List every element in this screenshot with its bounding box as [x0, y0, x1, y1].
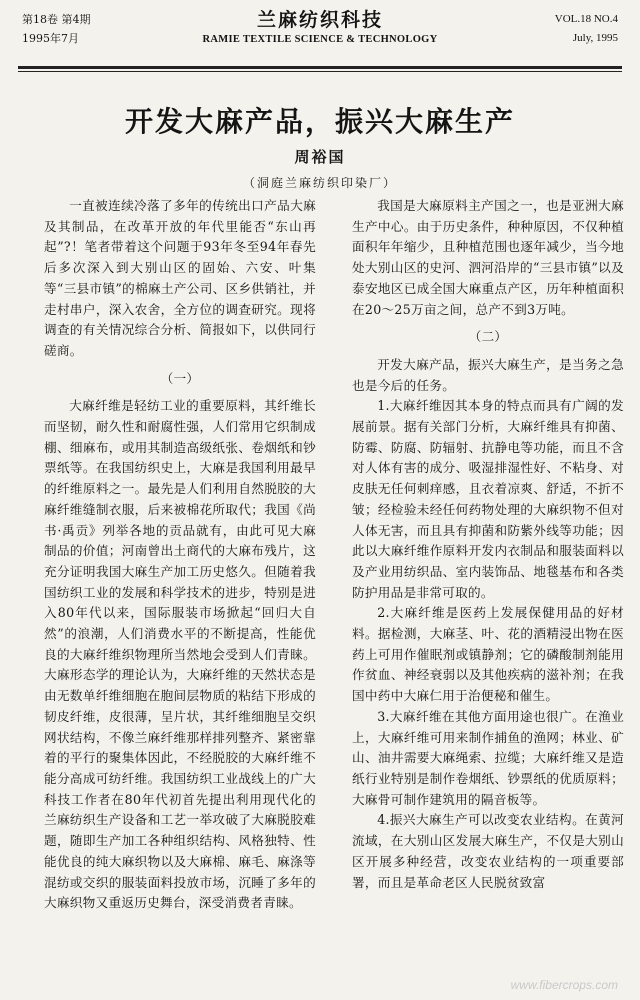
paragraph-point-4: 4.振兴大麻生产可以改变农业结构。在黄河流域，在大别山区发展大麻生产，不仅是大别山区开展多种经营，改变农业结构的一项重要部署，而且是革命老区人民脱贫致富 [352, 812, 624, 890]
date-en: July, 1995 [572, 32, 618, 44]
paragraph-production: 我国是大麻原料主产国之一，也是亚洲大麻生产中心。由于历史条件，种种原因，不仅种植面积年年缩少，且种植范围也逐年减少，当今地处大别山区的史河、泗河沿岸的“三县市镇”以及泰安地区已成全国大麻重点产区，历年种植面积在20～25万亩之间，总产不到3万吨。 [352, 198, 624, 317]
header-center [18, 8, 622, 48]
paragraph-point-3: 3.大麻纤维在其他方面用途也很广。在渔业上，大麻纤维可用来制作捕鱼的渔网；林业、矿山、油井需要大麻绳索、拉缆；大麻纤维又是造纸行业特别是制作卷烟纸、钞票纸的优质原料；大麻骨可制作建筑用的隔音板等。 [352, 708, 624, 807]
paragraph-task: 开发大麻产品，振兴大麻生产，是当务之急也是今后的任务。 [352, 356, 624, 393]
article-author: 周裕国 [294, 148, 346, 166]
journal-name-en: RAMIE TEXTILE SCIENCE & TECHNOLOGY [202, 34, 438, 45]
section-heading-1: （一） [160, 370, 200, 386]
paragraph-intro: 一直被连续冷落了多年的传统出口产品大麻及其制品，在改革开放的年代里能否“东山再起”?！笔者带着这个问题于93年冬至94年春先后多次深入到大别山区的固始、六安、叶集等“三县市镇”的棉麻土产公司、区乡供销社，并走村串户，深入农舍，全方位的调查研究。现将调查的有关情况综合分析、简报如下，以供同行磋商。 [44, 198, 316, 358]
journal-header [18, 6, 622, 56]
header-rule-thick [18, 66, 622, 69]
article-affiliation: （洞庭兰麻纺织印染厂） [242, 176, 397, 190]
left-column [44, 196, 316, 914]
issue-en: VOL.18 NO.4 [554, 13, 618, 25]
date-cn: 1995年7月 [22, 32, 79, 45]
issue-cn: 第18卷 第4期 [22, 13, 91, 26]
journal-name-cn: 兰麻纺织科技 [256, 9, 383, 31]
paragraph-point-1: 1.大麻纤维因其本身的特点而具有广阔的发展前景。据有关部门分析，大麻纤维具有抑菌、防霉、防腐、防辐射、抗静电等功能，而且不含对人体有害的成分、吸湿排湿性好、不粘身、对皮肤无任何刺痒感，且衣着凉爽、舒适，不折不皱；经检验未经任何药物处理的大麻织物不但对人体无害，而且具有抑菌和防紫外线等功能；因此以大麻纤维作原料开发内衣制品和服装面料以及产业用纺织品、室内装饰品、地毯基布和各类防护用品是非常可取的。 [352, 398, 624, 600]
header-right [555, 10, 618, 48]
paragraph-point-2: 2.大麻纤维是医药上发展保健用品的好材料。据检测，大麻茎、叶、花的酒精浸出物在医药上可用作催眠剂或镇静剂；它的磷酸制剂能用作贫血、神经衰弱以及其他疾病的滋补剂；在我国中药中大麻仁用于治便秘和催生。 [352, 605, 624, 704]
article-title: 开发大麻产品，振兴大麻生产 [124, 105, 515, 138]
watermark: www.fibercrops.com [510, 978, 618, 992]
header-rule-thin [18, 71, 622, 72]
right-column [352, 196, 624, 893]
section-heading-2: （二） [468, 329, 508, 345]
paragraph-history: 大麻纤维是轻纺工业的重要原料，其纤维长而坚韧，耐久性和耐腐性强，人们常用它织制成棚、细麻布，或用其制造高级纸张、卷烟纸和钞票纸等。在我国纺织史上，大麻是我国利用最早的纤维原料之一。最先是人们利用自然脱胶的大麻纤维缝制衣服，后来被棉花所取代；我国《尚书·禹贡》列举各地的贡品就有，由此可见大麻制品的价值；河南曾出土商代的大麻布残片，这充分证明我国大麻生产加工历史悠久。但随着我国纺织工业的发展和科学技术的进步，特别是进入80年代以来，国际服装市场掀起“回归大自然”的浪潮，人们消费水平的不断提高，性能优良的大麻纤维织物理所当然地会受到人们青睐。大麻形态学的理论认为，大麻纤维的天然状态是由无数单纤维细胞在胞间层物质的粘结下形成的韧皮纤维，皮很薄，呈片状，其纤维细胞呈交织网状结构，不像兰麻纤维那样排列整齐、紧密靠着的平行的聚集体因此，不经脱胶的大麻纤维不能分高成可纺纤维。我国纺织工业战线上的广大科技工作者在80年代初首先提出利用现代化的兰麻纺织生产设备和工艺一举攻破了大麻脱胶难题，随即生产加工各种组织结构、风格独特、性能优良的纯大麻织物以及大麻棉、麻毛、麻涤等混纺或交织的服装面料投放市场，沉睡了多年的大麻织物又重返历史舞台，深受消费者青睐。 [44, 398, 316, 911]
